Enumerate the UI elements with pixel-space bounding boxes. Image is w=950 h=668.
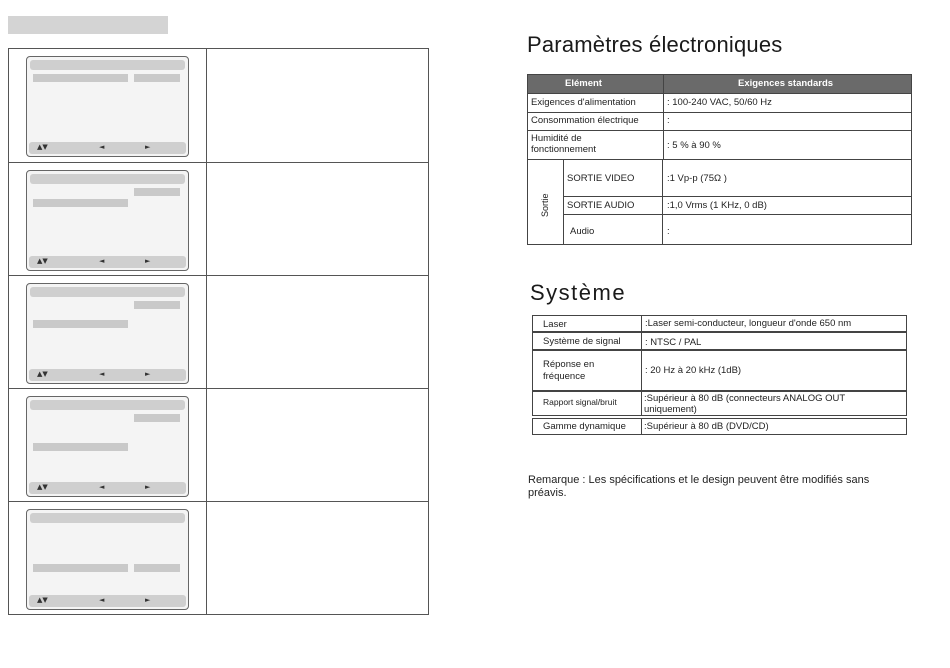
osd-title-bar: [30, 400, 185, 410]
row-value: :: [667, 226, 670, 237]
osd-selected-item: [33, 320, 128, 328]
group-divider: [563, 159, 564, 245]
up-down-arrow-icon: ▲▼: [37, 483, 48, 491]
right-arrow-icon: ►: [145, 483, 151, 491]
row-divider: [563, 196, 911, 197]
left-arrow-icon: ◄: [99, 257, 105, 265]
row-value: :Supérieur à 80 dB (DVD/CD): [644, 421, 769, 432]
row-label: Laser: [543, 319, 567, 330]
osd-footer: [29, 595, 186, 607]
row-label: Réponse en fréquence: [543, 359, 595, 382]
osd-selected-value: [134, 414, 180, 422]
osd-selected-value: [134, 564, 180, 572]
osd-screen-cell: [9, 502, 207, 614]
osd-footer: [29, 142, 186, 154]
osd-footer: [29, 482, 186, 494]
electronic-params-title: Paramètres électroniques: [527, 32, 783, 57]
column-divider: [663, 75, 664, 159]
system-table: [532, 315, 907, 435]
row-divider: [563, 214, 911, 215]
osd-screen: [26, 170, 189, 271]
system-row: [532, 332, 907, 350]
up-down-arrow-icon: ▲▼: [37, 143, 48, 151]
row-value: :1,0 Vrms (1 KHz, 0 dB): [667, 200, 767, 211]
osd-selected-item: [33, 564, 128, 572]
system-row: [532, 350, 907, 391]
column-divider: [641, 392, 642, 415]
osd-title-bar: [30, 60, 185, 70]
system-row: [532, 418, 907, 435]
osd-row: [9, 275, 428, 388]
row-value: :: [667, 115, 670, 126]
osd-selected-item: [33, 74, 128, 82]
osd-screen: [26, 56, 189, 157]
row-label: Consommation électrique: [531, 115, 639, 126]
column-divider: [662, 159, 663, 245]
osd-screen-cell: [9, 389, 207, 501]
right-arrow-icon: ►: [145, 257, 151, 265]
left-arrow-icon: ◄: [99, 483, 105, 491]
left-arrow-icon: ◄: [99, 596, 105, 604]
remark-note: Remarque : Les spécifications et le design peuvent être modifiés sans préavis.: [528, 474, 870, 499]
osd-screen: [26, 396, 189, 497]
osd-selected-value: [134, 188, 180, 196]
row-label: Système de signal: [543, 336, 621, 347]
system-row: [532, 391, 907, 416]
osd-title-bar: [30, 174, 185, 184]
system-title: Système: [530, 280, 627, 305]
osd-selected-value: [134, 74, 180, 82]
header-standards: Exigences standards: [738, 78, 834, 89]
right-arrow-icon: ►: [145, 143, 151, 151]
row-label: SORTIE VIDEO: [567, 173, 635, 184]
row-value: :1 Vp-p (75Ω ): [667, 173, 727, 184]
osd-screen-cell: [9, 49, 207, 162]
row-divider: [528, 93, 911, 94]
row-value: :Supérieur à 80 dB (connecteurs ANALOG OUT uniquement): [644, 393, 846, 415]
left-arrow-icon: ◄: [99, 370, 105, 378]
osd-screen: [26, 283, 189, 384]
output-group-label: Sortie: [540, 193, 550, 217]
left-arrow-icon: ◄: [99, 143, 105, 151]
header-element: Elément: [565, 78, 602, 89]
row-label: Humidité de fonctionnement: [531, 133, 596, 155]
row-label: Audio: [570, 226, 595, 237]
row-value: : 100-240 VAC, 50/60 Hz: [667, 97, 772, 108]
osd-menu-table: [8, 48, 429, 615]
column-divider: [641, 316, 642, 331]
up-down-arrow-icon: ▲▼: [37, 596, 48, 604]
row-value: : 5 % à 90 %: [667, 140, 721, 151]
osd-selected-value: [134, 301, 180, 309]
osd-title-bar: [30, 513, 185, 523]
osd-row: [9, 501, 428, 614]
row-divider: [528, 112, 911, 113]
column-divider: [641, 351, 642, 390]
osd-screen-cell: [9, 163, 207, 275]
row-label: Exigences d'alimentation: [531, 97, 636, 108]
up-down-arrow-icon: ▲▼: [37, 370, 48, 378]
row-label: Gamme dynamique: [543, 421, 626, 432]
osd-screen-cell: [9, 276, 207, 388]
system-row: [532, 315, 907, 332]
osd-selected-item: [33, 199, 128, 207]
up-down-arrow-icon: ▲▼: [37, 257, 48, 265]
table-header: [528, 75, 911, 93]
osd-footer: [29, 256, 186, 268]
row-divider: [528, 130, 911, 131]
row-value: : 20 Hz à 20 kHz (1dB): [645, 365, 742, 376]
row-label: SORTIE AUDIO: [567, 200, 635, 211]
electronic-params-table: [527, 74, 912, 245]
osd-row: [9, 388, 428, 501]
section-header-bar: [8, 16, 168, 34]
osd-selected-item: [33, 443, 128, 451]
column-divider: [641, 333, 642, 349]
row-value: :Laser semi-conducteur, longueur d'onde 650 nm: [645, 318, 852, 329]
osd-footer: [29, 369, 186, 381]
row-label: Rapport signal/bruit: [543, 397, 617, 407]
column-divider: [641, 419, 642, 434]
osd-row: [9, 162, 428, 275]
osd-screen: [26, 509, 189, 610]
row-divider: [528, 159, 911, 160]
osd-row: [9, 49, 428, 162]
right-arrow-icon: ►: [145, 370, 151, 378]
row-value: : NTSC / PAL: [645, 337, 702, 348]
right-arrow-icon: ►: [145, 596, 151, 604]
osd-title-bar: [30, 287, 185, 297]
